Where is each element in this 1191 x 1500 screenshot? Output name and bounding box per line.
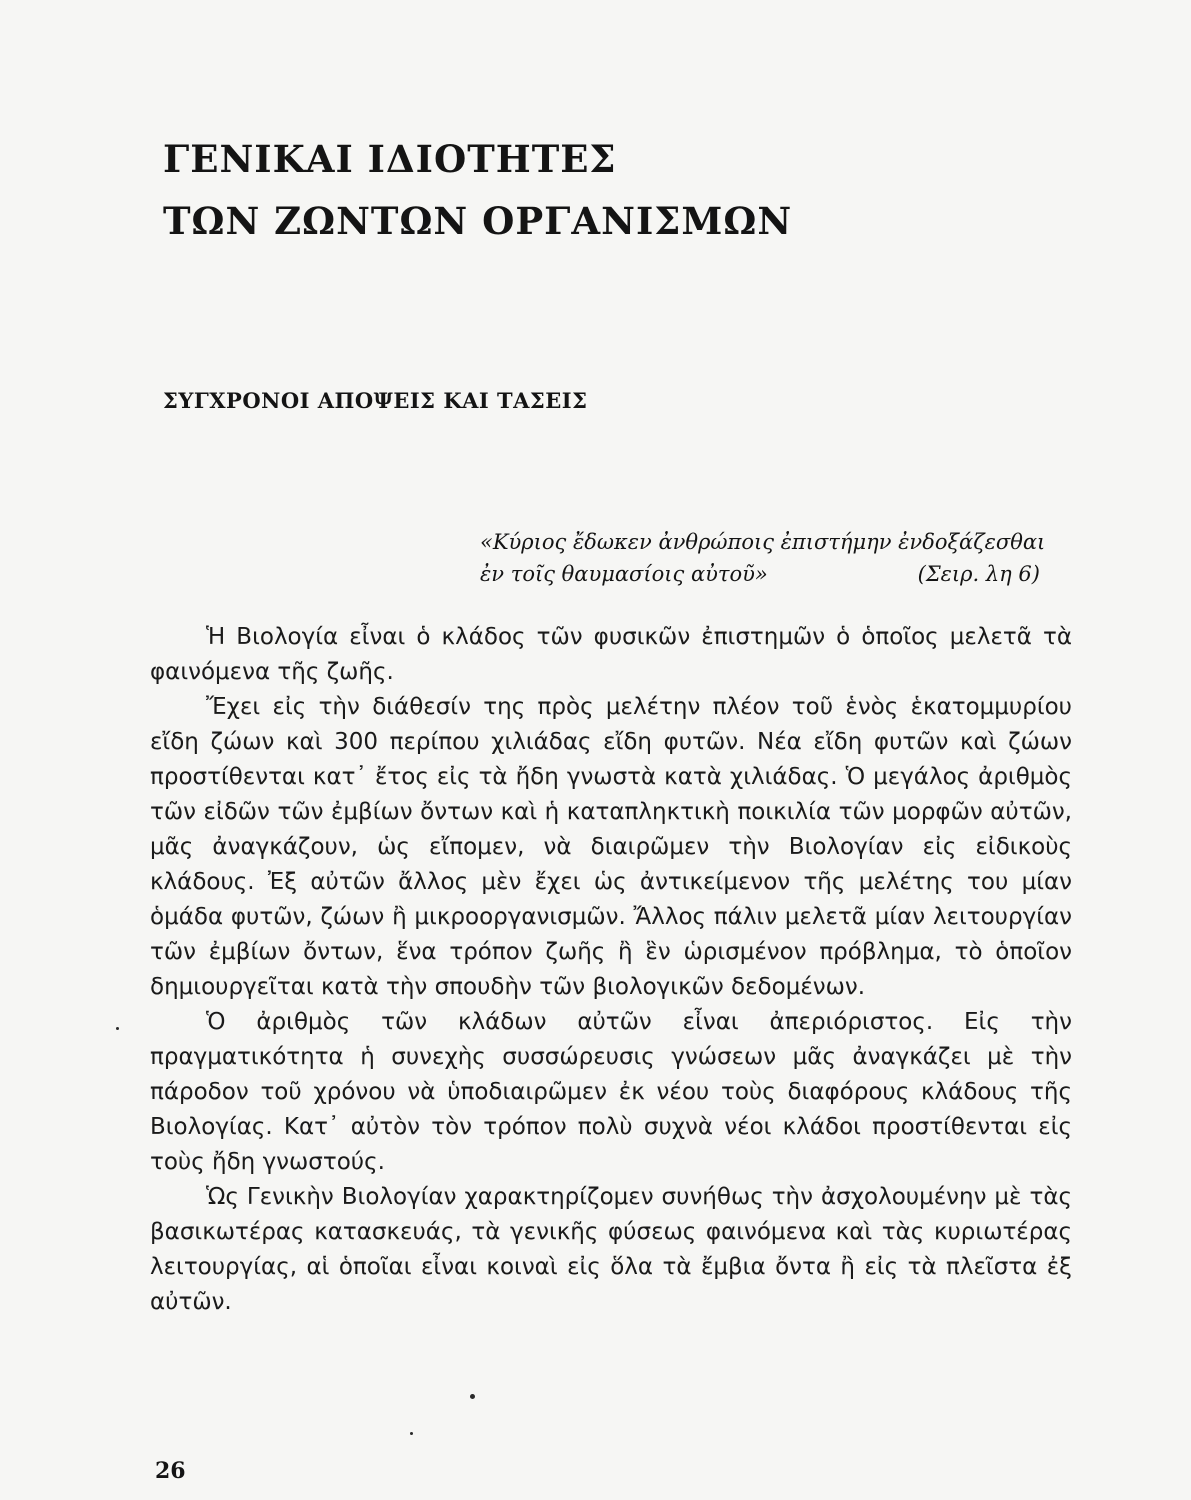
paragraph-1: Ἡ Βιολογία εἶναι ὁ κλάδος τῶν φυσικῶν ἐπιστημῶν ὁ ὁποῖος μελετᾶ τὰ φαινόμενα τῆς ζωῆς. <box>150 624 1072 685</box>
section-heading: ΣΥΓΧΡΟΝΟΙ ΑΠΟΨΕΙΣ ΚΑΙ ΤΑΣΕΙΣ <box>163 388 588 413</box>
body-text <box>150 620 1072 1320</box>
paragraph-3: Ὁ ἀριθμὸς τῶν κλάδων αὐτῶν εἶναι ἀπεριόριστος. Εἰς τὴν πραγματικότητα ἡ συνεχὴς συσσώρευσις γνώσεων μᾶς ἀναγκάζει μὲ τὴν πάροδον τοῦ χρόνου νὰ ὑποδιαιρῶμεν ἐκ νέου τοὺς διαφόρους κλάδους τῆς Βιολογίας. Κατ᾽ αὐτὸν τὸν τρόπον πολὺ συχνὰ νέοι κλάδοι προστίθενται εἰς τοὺς ἤδη γνωστούς. <box>150 1009 1072 1175</box>
chapter-title <box>163 128 792 252</box>
paragraph-4: Ὡς Γενικὴν Βιολογίαν χαρακτηρίζομεν συνήθως τὴν ἀσχολουμένην μὲ τὰς βασικωτέρας κατασκευάς, τὰ γενικῆς φύσεως φαινόμενα καὶ τὰς κυριωτέρας λειτουργίας, αἱ ὁποῖαι εἶναι κοιναὶ εἰς ὅλα τὰ ἔμβια ὄντα ἢ εἰς τὰ πλεῖστα ἐξ αὐτῶν. <box>150 1184 1072 1315</box>
ink-speck <box>410 1432 413 1435</box>
ink-speck <box>116 1027 119 1030</box>
epigraph-line-1: «Κύριος ἔδωκεν ἀνθρώποις ἐπιστήμην ἐνδοξάζεσθαι <box>480 530 1046 554</box>
chapter-title-line-2: ΤΩΝ ΖΩΝΤΩΝ ΟΡΓΑΝΙΣΜΩΝ <box>163 199 793 243</box>
epigraph-quote <box>480 526 1046 590</box>
ink-speck <box>470 1394 475 1399</box>
paragraph-2: Ἔχει εἰς τὴν διάθεσίν της πρὸς μελέτην πλέον τοῦ ἑνὸς ἑκατομμυρίου εἴδη ζώων καὶ 300 περίπου χιλιάδας εἴδη φυτῶν. Νέα εἴδη φυτῶν καὶ ζώων προστίθενται κατ᾽ ἔτος εἰς τὰ ἤδη γνωστὰ κατὰ χιλιάδας. Ὁ μεγάλος ἀριθμὸς τῶν εἰδῶν τῶν ἐμβίων ὄντων καὶ ἡ καταπληκτικὴ ποικιλία τῶν μορφῶν αὐτῶν, μᾶς ἀναγκάζουν, ὡς εἴπομεν, νὰ διαιρῶμεν τὴν Βιολογίαν εἰς εἰδικοὺς κλάδους. Ἐξ αὐτῶν ἄλλος μὲν ἔχει ὡς ἀντικείμενον τῆς μελέτης του μίαν ὁμάδα φυτῶν, ζώων ἢ μικροοργανισμῶν. Ἄλλος πάλιν μελετᾶ μίαν λειτουργίαν τῶν ἐμβίων ὄντων, ἕνα τρόπον ζωῆς ἢ ἓν ὡρισμένον πρόβλημα, τὸ ὁποῖον δημιουργεῖται κατὰ τὴν σπουδὴν τῶν βιολογικῶν δεδομένων. <box>150 694 1072 1000</box>
epigraph-citation: (Σειρ. λη 6) <box>917 562 1040 586</box>
epigraph-line-2-text: ἐν τοῖς θαυμασίοις αὐτοῦ» <box>480 562 768 586</box>
chapter-title-line-1: ΓΕΝΙΚΑΙ ΙΔΙΟΤΗΤΕΣ <box>163 137 617 181</box>
epigraph-line-2 <box>480 558 1040 590</box>
page-number: 26 <box>155 1458 186 1484</box>
